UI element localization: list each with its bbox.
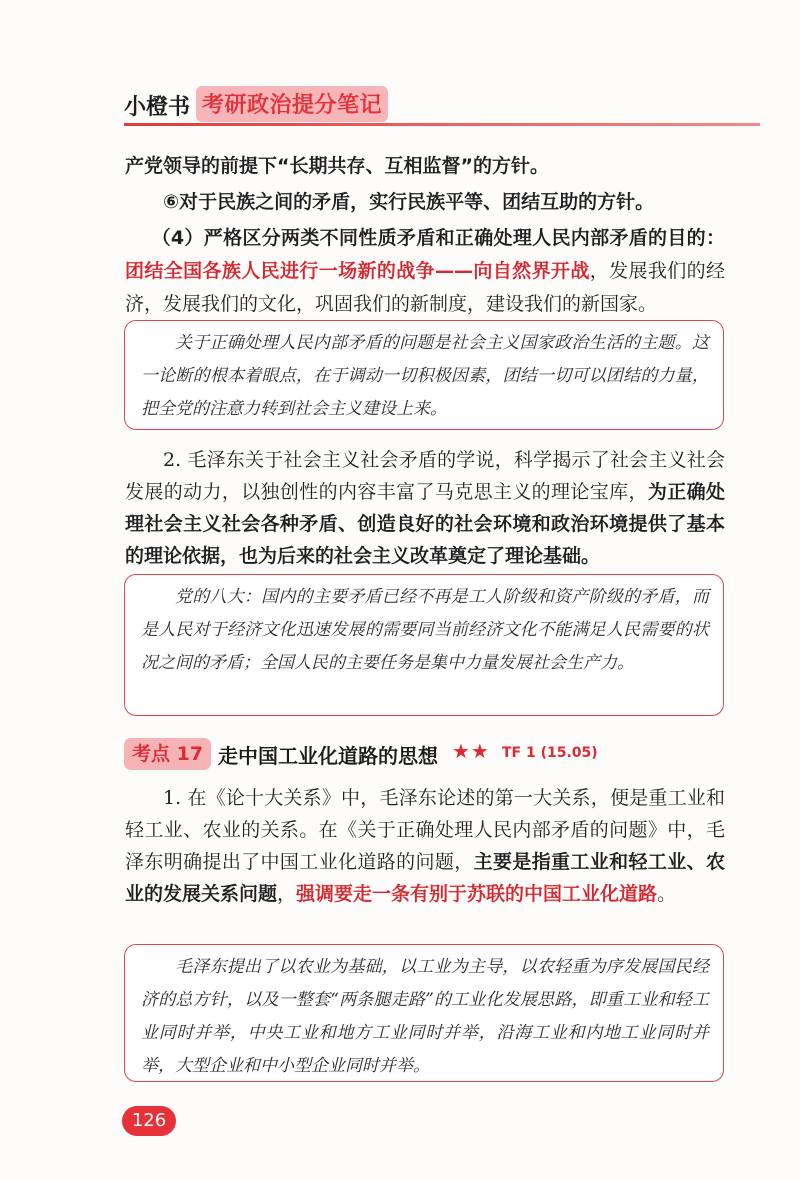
book-subtitle: 考研政治提分笔记	[196, 86, 388, 122]
bold-text: 为正确处理社会主义社会各种矛盾、创造良好的社会环境和政治环境提供了基本的理论依据，也为后来的社会主义改革奠定了理论基础。	[125, 481, 725, 567]
note-box-3	[124, 944, 724, 1082]
star-rating-icon: ★★	[452, 739, 490, 763]
header-divider	[124, 123, 760, 126]
paragraph-purpose	[125, 222, 725, 321]
bold-text: 主要是指重工业和轻工业、农业的发展关系问题	[125, 851, 725, 905]
paragraph-ethnic-policy	[125, 186, 725, 218]
keypoint-heading	[124, 738, 744, 772]
highlight-red-text: 团结全国各族人民进行一场新的战争——向自然界开战	[125, 260, 590, 282]
note-text: 党的八大：国内的主要矛盾已经不再是工人阶级和资产阶级的矛盾，而是人民对于经济文化迅速发展的需要同当前经济文化不能满足人民需要的状况之间的矛盾；全国人民的主要任务是集中力量发展社会生产力。	[141, 587, 709, 673]
paragraph-text: 2. 毛泽东关于社会主义社会矛盾的学说，科学揭示了社会主义社会发展的动力，以独创性的内容丰富了马克思主义的理论宝库，	[125, 449, 725, 503]
note-box-1	[124, 320, 724, 430]
paragraph-text: ，发展我们的经济，发展我们的文化，巩固我们的新制度，建设我们的新国家。	[125, 260, 725, 315]
punctuation: 。	[657, 883, 677, 905]
note-box-2	[124, 574, 724, 716]
note-text: 毛泽东提出了以农业为基础，以工业为主导，以农轻重为序发展国民经济的总方针，以及一整套“两条腿走路”的工业化发展思路，即重工业和轻工业同时并举，中央工业和地方工业同时并举，沿海工业和内地工业同时并举，大型企业和中小型企业同时并举。	[141, 957, 709, 1076]
exam-frequency-tag: TF 1 (15.05)	[502, 745, 598, 761]
note-text: 关于正确处理人民内部矛盾的问题是社会主义国家政治生活的主题。这一论断的根本着眼点，在于调动一切积极因素，团结一切可以团结的力量，把全党的注意力转到社会主义建设上来。	[141, 333, 709, 419]
paragraph-theory	[125, 444, 725, 572]
paragraph-industrialization	[125, 782, 725, 910]
highlight-red-text: 强调要走一条有别于苏联的中国工业化道路	[296, 883, 658, 905]
paragraph-text: ⑥对于民族之间的矛盾，实行民族平等、团结互助的方针。	[163, 191, 655, 213]
paragraph-continuation	[125, 150, 725, 182]
keypoint-title: 走中国工业化道路的思想	[218, 744, 438, 768]
page-number: 126	[122, 1106, 176, 1136]
brand-name: 小橙书	[124, 95, 191, 120]
paragraph-text: 产党领导的前提下“长期共存、互相监督”的方针。	[125, 155, 549, 177]
paragraph-text: 1. 在《论十大关系》中，毛泽东论述的第一大关系，便是重工业和轻工业、农业的关系。在《关于正确处理人民内部矛盾的问题》中，毛泽东明确提出了中国工业化道路的问题，	[125, 787, 725, 873]
punctuation: ，	[277, 883, 297, 905]
page-header	[124, 86, 684, 126]
keypoint-badge: 考点 17	[124, 738, 211, 770]
paragraph-heading-text: （4）严格区分两类不同性质矛盾和正确处理人民内部矛盾的目的：	[151, 227, 725, 249]
